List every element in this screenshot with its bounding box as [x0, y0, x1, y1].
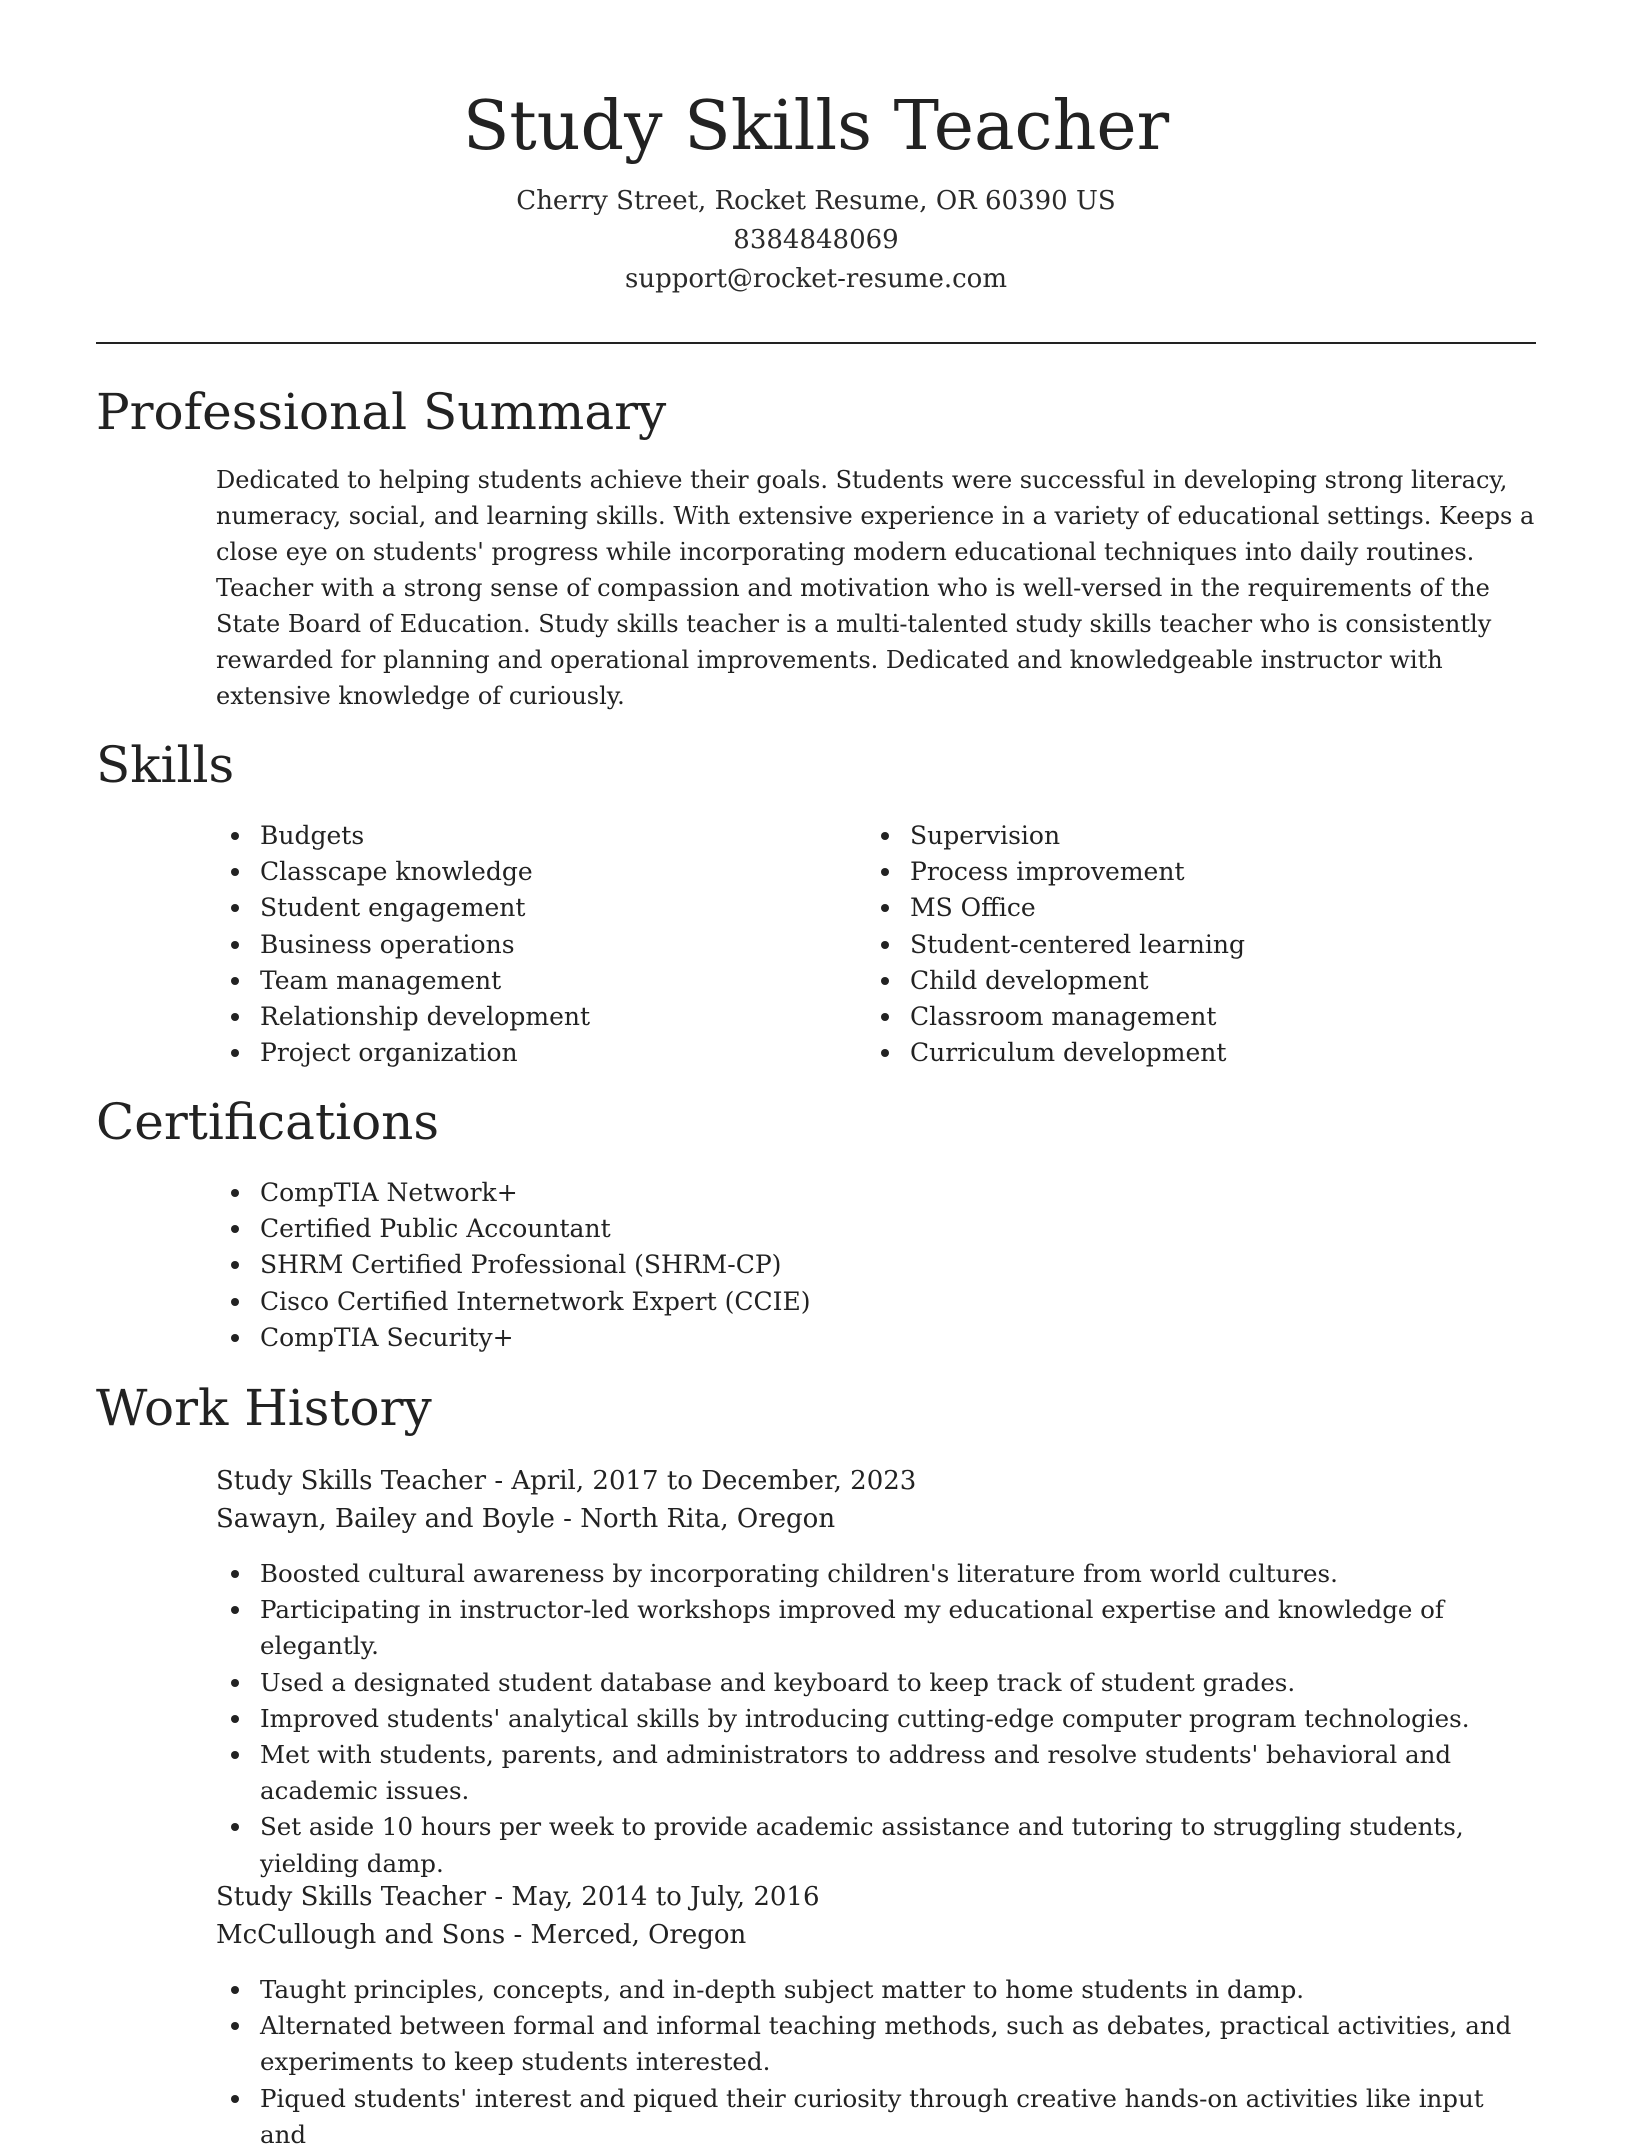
list-item: CompTIA Network+	[216, 1175, 1516, 1211]
list-item: Participating in instructor-led workshops improved my educational expertise and knowledge of elegantly.	[216, 1592, 1536, 1664]
section-title-summary: Professional Summary	[96, 383, 667, 441]
job-duties-list	[216, 1556, 1536, 1882]
list-item: Budgets	[216, 818, 816, 854]
list-item: Team management	[216, 963, 816, 999]
address: Cherry Street, Rocket Resume, OR 60390 US	[516, 186, 1116, 216]
list-item: Curriculum development	[866, 1035, 1466, 1071]
job-company: Sawayn, Bailey and Boyle	[216, 1504, 555, 1534]
list-item: Improved students' analytical skills by introducing cutting-edge computer program technologies.	[216, 1701, 1536, 1737]
list-item: MS Office	[866, 890, 1466, 926]
list-item: Business operations	[216, 927, 816, 963]
list-item: Cisco Certified Internetwork Expert (CCIE)	[216, 1284, 1516, 1320]
list-item: CompTIA Security+	[216, 1320, 1516, 1356]
job-duties-list	[216, 1972, 1536, 2153]
list-item: Boosted cultural awareness by incorporating children's literature from world cultures.	[216, 1556, 1536, 1592]
summary-text: Dedicated to helping students achieve their goals. Students were successful in developing strong literacy, numeracy, social, and learning skills. With extensive experience in a variety of educational settings. Keeps a close eye on students' progress while incorporating modern educational techniques into daily routines. Teacher with a strong sense of compassion and motivation who is well-versed in the requirements of the State Board of Education. Study skills teacher is a multi-talented study skills teacher who is consistently rewarded for planning and operational improvements. Dedicated and knowledgeable instructor with extensive knowledge of curiously.	[216, 466, 1535, 710]
job-dates: April, 2017 to December, 2023	[511, 1466, 917, 1496]
header-divider	[96, 342, 1536, 344]
skills-list-right	[866, 818, 1466, 1071]
list-item: Project organization	[216, 1035, 816, 1071]
list-item: Process improvement	[866, 854, 1466, 890]
list-item: Set aside 10 hours per week to provide academic assistance and tutoring to struggling students, yielding damp.	[216, 1809, 1536, 1881]
job-duties	[216, 1972, 1536, 2153]
resume-header	[96, 82, 1536, 299]
certifications	[216, 1175, 1516, 1356]
list-item: Met with students, parents, and administrators to address and resolve students' behavioral and academic issues.	[216, 1737, 1536, 1809]
skills-column-left	[216, 818, 816, 1071]
list-item: Classcape knowledge	[216, 854, 816, 890]
job-role: Study Skills Teacher	[216, 1466, 487, 1496]
job-role: Study Skills Teacher	[216, 1882, 487, 1912]
list-item: Child development	[866, 963, 1466, 999]
certifications-list	[216, 1175, 1516, 1356]
section-title-certifications: Certifications	[96, 1093, 440, 1151]
job-location: North Rita, Oregon	[580, 1504, 836, 1534]
skills-list-left	[216, 818, 816, 1071]
job-heading: Study Skills Teacher - April, 2017 to December, 2023	[216, 1466, 917, 1496]
list-item: Relationship development	[216, 999, 816, 1035]
list-item: Used a designated student database and keyboard to keep track of student grades.	[216, 1665, 1536, 1701]
contact-info	[96, 182, 1536, 299]
list-item: Supervision	[866, 818, 1466, 854]
list-item: Taught principles, concepts, and in-depth subject matter to home students in damp.	[216, 1972, 1536, 2008]
list-item: SHRM Certified Professional (SHRM-CP)	[216, 1247, 1516, 1283]
job-location: Merced, Oregon	[530, 1920, 747, 1950]
job-heading: Study Skills Teacher - May, 2014 to July, 2016	[216, 1882, 820, 1912]
job-dates: May, 2014 to July, 2016	[511, 1882, 820, 1912]
list-item: Classroom management	[866, 999, 1466, 1035]
list-item: Certified Public Accountant	[216, 1211, 1516, 1247]
section-title-skills: Skills	[96, 736, 235, 794]
list-item: Student engagement	[216, 890, 816, 926]
list-item: Student-centered learning	[866, 927, 1466, 963]
job-duties	[216, 1556, 1536, 1882]
email: support@rocket-resume.com	[624, 264, 1007, 294]
candidate-name: Study Skills Teacher	[462, 87, 1170, 166]
phone: 8384848069	[733, 225, 899, 255]
job-company: McCullough and Sons	[216, 1920, 506, 1950]
skills-column-right	[866, 818, 1466, 1071]
job-employer: Sawayn, Bailey and Boyle - North Rita, Oregon	[216, 1504, 836, 1534]
section-title-work-history: Work History	[96, 1379, 432, 1437]
list-item: Alternated between formal and informal teaching methods, such as debates, practical activities, and experiments to keep students interested.	[216, 2008, 1536, 2080]
job-employer: McCullough and Sons - Merced, Oregon	[216, 1920, 747, 1950]
list-item: Piqued students' interest and piqued their curiosity through creative hands-on activities like input and	[216, 2081, 1536, 2153]
